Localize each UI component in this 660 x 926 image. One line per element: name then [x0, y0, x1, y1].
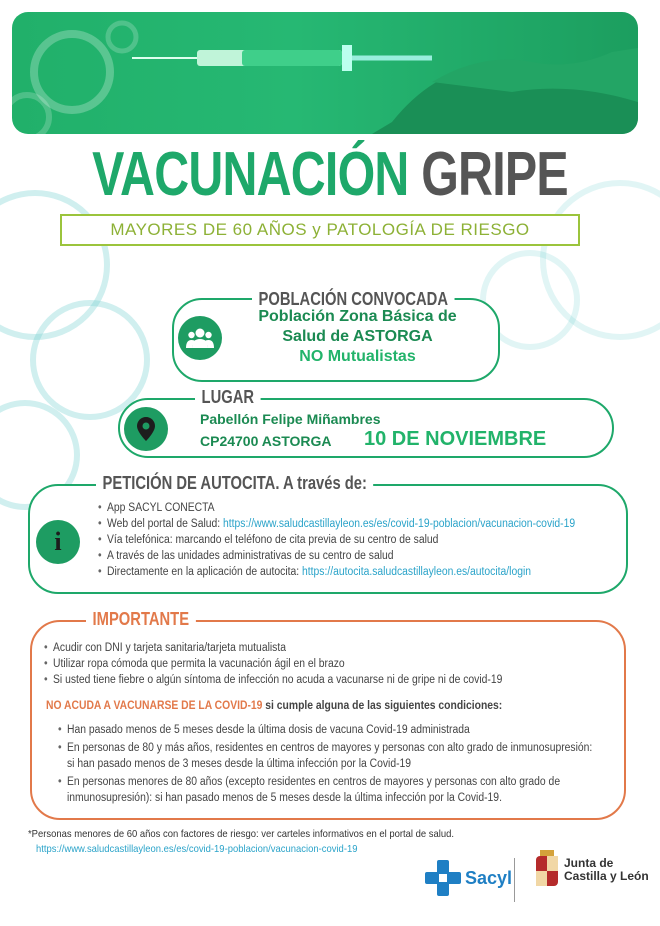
poblacion-line2: Salud de ASTORGA: [282, 328, 433, 345]
list-item: • En personas de 80 y más años, residentes en centros de mayores y personas con alto grado de inmunosupresión: si han pasado menos de 3 meses desde la última infección por la Covid-19: [58, 740, 592, 772]
autocita-heading: PETICIÓN DE AUTOCITA. A través de:: [96, 473, 373, 494]
poblacion-line1: Población Zona Básica de: [258, 308, 457, 325]
list-item: • Acudir con DNI y tarjeta sanitaria/tarjeta mutualista: [44, 640, 502, 656]
list-item: • Utilizar ropa cómoda que permita la vacunación ágil en el brazo: [44, 656, 502, 672]
lugar-date: 10 DE NOVIEMBRE: [364, 428, 547, 450]
list-item: • A través de las unidades administrativas de su centro de salud: [98, 548, 575, 564]
coat-of-arms-icon: [534, 850, 560, 890]
subtitle: MAYORES DE 60 AÑOS y PATOLOGÍA DE RIESGO: [110, 220, 530, 239]
portal-salud-link[interactable]: https://www.saludcastillayleon.es/es/covid-19-poblacion/vacunacion-covid-19: [223, 518, 576, 530]
people-icon: [178, 316, 222, 360]
title-vacunacion: VACUNACIÓN: [92, 140, 409, 209]
list-item: • Han pasado menos de 5 meses desde la última dosis de vacuna Covid-19 administrada: [58, 722, 592, 738]
footnote: *Personas menores de 60 años con factores de riesgo: ver carteles informativos en el portal de salud.: [28, 828, 455, 840]
title-gripe: GRIPE: [421, 140, 568, 209]
list-item: • App SACYL CONECTA: [98, 500, 575, 516]
header-banner: [12, 12, 638, 134]
junta-label: Junta de Castilla y León: [564, 856, 649, 883]
list-item: • Vía telefónica: marcando el teléfono de cita previa de su centro de salud: [98, 532, 575, 548]
location-pin-icon: [124, 407, 168, 451]
junta-logo: [534, 850, 649, 890]
warning-rest: si cumple alguna de las siguientes condiciones:: [262, 700, 503, 712]
info-icon: i: [36, 520, 80, 564]
footnote-link[interactable]: https://www.saludcastillayleon.es/es/covid-19-poblacion/vacunacion-covid-19: [36, 843, 358, 855]
sacyl-cross-icon: [425, 860, 461, 896]
subtitle-box: [60, 214, 580, 246]
conditions-list: [58, 722, 652, 806]
syringe-hand-illustration: [12, 12, 638, 134]
lugar-heading: LUGAR: [195, 387, 261, 408]
lugar-address: CP24700 ASTORGA: [200, 433, 332, 449]
warning-strong: NO ACUDA A VACUNARSE DE LA COVID-19: [46, 700, 263, 712]
autocita-list: [98, 500, 628, 580]
lugar-place: Pabellón Felipe Miñambres: [200, 411, 381, 427]
sacyl-label: Sacyl: [465, 867, 513, 888]
list-item: • Si usted tiene fiebre o algún síntoma de infección no acuda a vacunarse ni de gripe ni de covid-19: [44, 672, 502, 688]
list-item: • Web del portal de Salud: https://www.saludcastillayleon.es/es/covid-19-poblacion/vacunacion-covid-19: [98, 516, 575, 532]
page-title: [73, 140, 588, 210]
sacyl-logo: [425, 860, 512, 896]
autocita-link[interactable]: https://autocita.saludcastillayleon.es/autocita/login: [302, 566, 532, 578]
list-item: • En personas menores de 80 años (excepto residentes en centros de mayores y personas con alto grado de inmunosupresión): si han pasado menos de 5 meses desde la última infección por la Covid-19.: [58, 774, 592, 806]
poblacion-line3: NO Mutualistas: [299, 348, 416, 365]
importante-warning: [46, 700, 502, 712]
importante-list: [44, 640, 553, 688]
list-item: • Directamente en la aplicación de autocita: https://autocita.saludcastillayleon.es/autocita/login: [98, 564, 575, 580]
poblacion-heading: POBLACIÓN CONVOCADA: [252, 289, 455, 310]
logo-divider: [514, 858, 515, 902]
poblacion-content: [230, 307, 485, 367]
importante-heading: IMPORTANTE: [86, 609, 196, 630]
